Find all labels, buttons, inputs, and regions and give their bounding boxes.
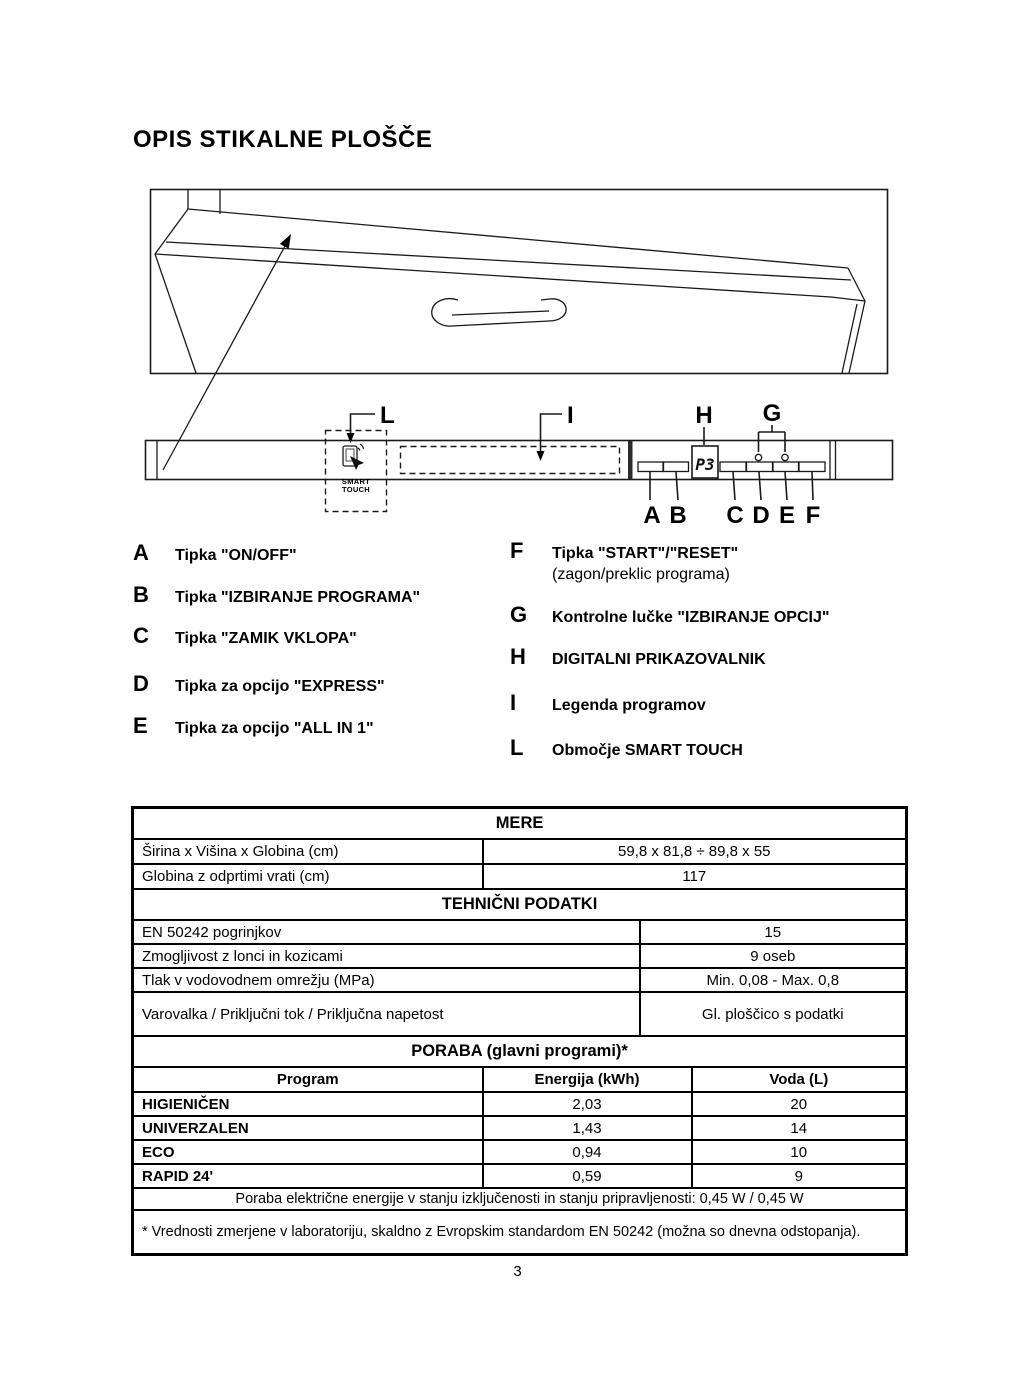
callout-H: H — [695, 402, 713, 429]
row-value: 59,8 x 81,8 ÷ 89,8 x 55 — [483, 839, 907, 864]
panel-pointer-arrow — [163, 234, 291, 470]
display-value: P3 — [695, 455, 715, 474]
footnote: * Vrednosti zmerjene v laboratoriju, skaldno z Evropskim standardom EN 50242 (možna so dnevna odstopanja). — [133, 1210, 907, 1255]
callout-B: B — [669, 502, 687, 529]
row-label: Zmogljivost z lonci in kozicami — [133, 944, 640, 968]
row-label: Varovalka / Priključni tok / Priključna napetost — [133, 992, 640, 1036]
table-column-header-row — [133, 1067, 907, 1092]
panel-divider — [628, 441, 633, 479]
program-legend-zone — [401, 447, 620, 474]
row-value: 15 — [640, 920, 907, 944]
legend-item-D — [133, 673, 385, 697]
table-row — [133, 992, 907, 1036]
control-panel-strip — [146, 431, 893, 512]
row-label: Širina x Višina x Globina (cm) — [133, 839, 483, 864]
page-title: OPIS STIKALNE PLOŠČE — [133, 126, 433, 153]
legend-text-main: Tipka "START"/"RESET" — [552, 545, 739, 562]
row-value: 117 — [483, 864, 907, 889]
option-indicator-1 — [755, 454, 761, 460]
table-row — [133, 920, 907, 944]
legend-key: E — [133, 713, 148, 738]
program-energy: 0,59 — [483, 1164, 692, 1188]
smart-touch-label-line2: TOUCH — [341, 485, 371, 494]
legend-key: D — [133, 671, 149, 696]
callout-G: G — [762, 400, 782, 427]
row-value: 9 oseb — [640, 944, 907, 968]
legend-item-B — [133, 584, 420, 608]
table-row-program — [133, 1140, 907, 1164]
legend-item-F — [510, 540, 738, 585]
button-all-in-1 — [773, 462, 799, 472]
drawing-frame — [151, 190, 888, 374]
row-value: Gl. ploščico s podatki — [640, 992, 907, 1036]
legend-text: Tipka "ZAMIK VKLOPA" — [175, 630, 357, 647]
legend-item-C — [133, 625, 357, 649]
legend-item-I — [510, 692, 706, 716]
callout-L: L — [380, 402, 395, 429]
callout-F: F — [805, 502, 821, 529]
callouts-bottom — [643, 472, 820, 529]
section-title: MERE — [133, 808, 907, 840]
legend-key: I — [510, 690, 517, 715]
callout-A: A — [643, 502, 661, 529]
button-program-select — [664, 462, 689, 472]
dishwasher-door-drawing — [155, 190, 865, 373]
program-name: HIGIENIČEN — [133, 1092, 483, 1116]
column-header-water: Voda (L) — [692, 1067, 907, 1092]
legend-text: Tipka za opcijo "ALL IN 1" — [175, 720, 374, 737]
smart-touch-label-line1: SMART — [341, 477, 371, 486]
table-row-footnote — [133, 1210, 907, 1255]
smart-touch-zone — [326, 431, 387, 512]
program-name: UNIVERZALEN — [133, 1116, 483, 1140]
legend-key: A — [133, 540, 149, 565]
legend-text: DIGITALNI PRIKAZOVALNIK — [552, 651, 766, 668]
row-label: Tlak v vodovodnem omrežju (MPa) — [133, 968, 640, 992]
legend-text: Območje SMART TOUCH — [552, 742, 743, 759]
legend-text — [552, 540, 738, 585]
table-row — [133, 944, 907, 968]
table-row-program — [133, 1116, 907, 1140]
legend-item-H — [510, 646, 766, 670]
legend-key: L — [510, 735, 524, 760]
legend-item-E — [133, 715, 374, 739]
door-handle — [432, 299, 566, 326]
legend-item-L — [510, 737, 743, 761]
legend-text: Tipka "IZBIRANJE PROGRAMA" — [175, 589, 421, 606]
spec-table — [131, 806, 908, 1256]
table-row — [133, 864, 907, 889]
program-name: ECO — [133, 1140, 483, 1164]
table-section-header-tehnicni — [133, 889, 907, 920]
table-row — [133, 839, 907, 864]
program-energy: 2,03 — [483, 1092, 692, 1116]
button-delay-start — [720, 462, 746, 472]
callout-C: C — [726, 502, 744, 529]
table-section-header-mere — [133, 808, 907, 840]
table-row — [133, 968, 907, 992]
legend-text-sub: (zagon/preklic programa) — [552, 566, 730, 583]
legend-text: Kontrolne lučke "IZBIRANJE OPCIJ" — [552, 609, 830, 626]
table-section-header-poraba — [133, 1036, 907, 1067]
smart-touch-icon — [343, 444, 364, 470]
column-header-program: Program — [133, 1067, 483, 1092]
legend-text: Legenda programov — [552, 697, 706, 714]
program-water: 9 — [692, 1164, 907, 1188]
button-start-reset — [799, 462, 825, 472]
legend-text: Tipka "ON/OFF" — [175, 547, 297, 564]
callouts-top — [347, 400, 786, 461]
legend-item-A — [133, 542, 297, 566]
legend-item-G — [510, 604, 829, 628]
callout-E: E — [778, 502, 796, 529]
program-water: 10 — [692, 1140, 907, 1164]
option-indicator-2 — [782, 454, 788, 460]
table-row-program — [133, 1092, 907, 1116]
legend-text: Tipka za opcijo "EXPRESS" — [175, 678, 385, 695]
section-title: PORABA (glavni programi)* — [133, 1036, 907, 1067]
legend-key: C — [133, 623, 149, 648]
program-water: 20 — [692, 1092, 907, 1116]
program-energy: 1,43 — [483, 1116, 692, 1140]
program-name: RAPID 24' — [133, 1164, 483, 1188]
page-number: 3 — [513, 1263, 522, 1280]
legend-key: G — [510, 602, 528, 627]
standby-note: Poraba električne energije v stanju izključenosti in stanju pripravljenosti: 0,45 W / 0,45 W — [133, 1188, 907, 1210]
program-energy: 0,94 — [483, 1140, 692, 1164]
row-label: Globina z odprtimi vrati (cm) — [133, 864, 483, 889]
button-on-off — [638, 462, 663, 472]
button-express — [747, 462, 773, 472]
control-panel-diagram — [0, 180, 1035, 535]
legend-key: F — [510, 538, 524, 563]
table-row-standby-note — [133, 1188, 907, 1210]
legend-key: H — [510, 644, 526, 669]
callout-I: I — [567, 402, 574, 429]
section-title: TEHNIČNI PODATKI — [133, 889, 907, 920]
legend-key: B — [133, 582, 149, 607]
row-label: EN 50242 pogrinjkov — [133, 920, 640, 944]
callout-D: D — [752, 502, 770, 529]
digital-display — [692, 446, 718, 478]
program-water: 14 — [692, 1116, 907, 1140]
table-row-program — [133, 1164, 907, 1188]
column-header-energy: Energija (kWh) — [483, 1067, 692, 1092]
row-value: Min. 0,08 - Max. 0,8 — [640, 968, 907, 992]
